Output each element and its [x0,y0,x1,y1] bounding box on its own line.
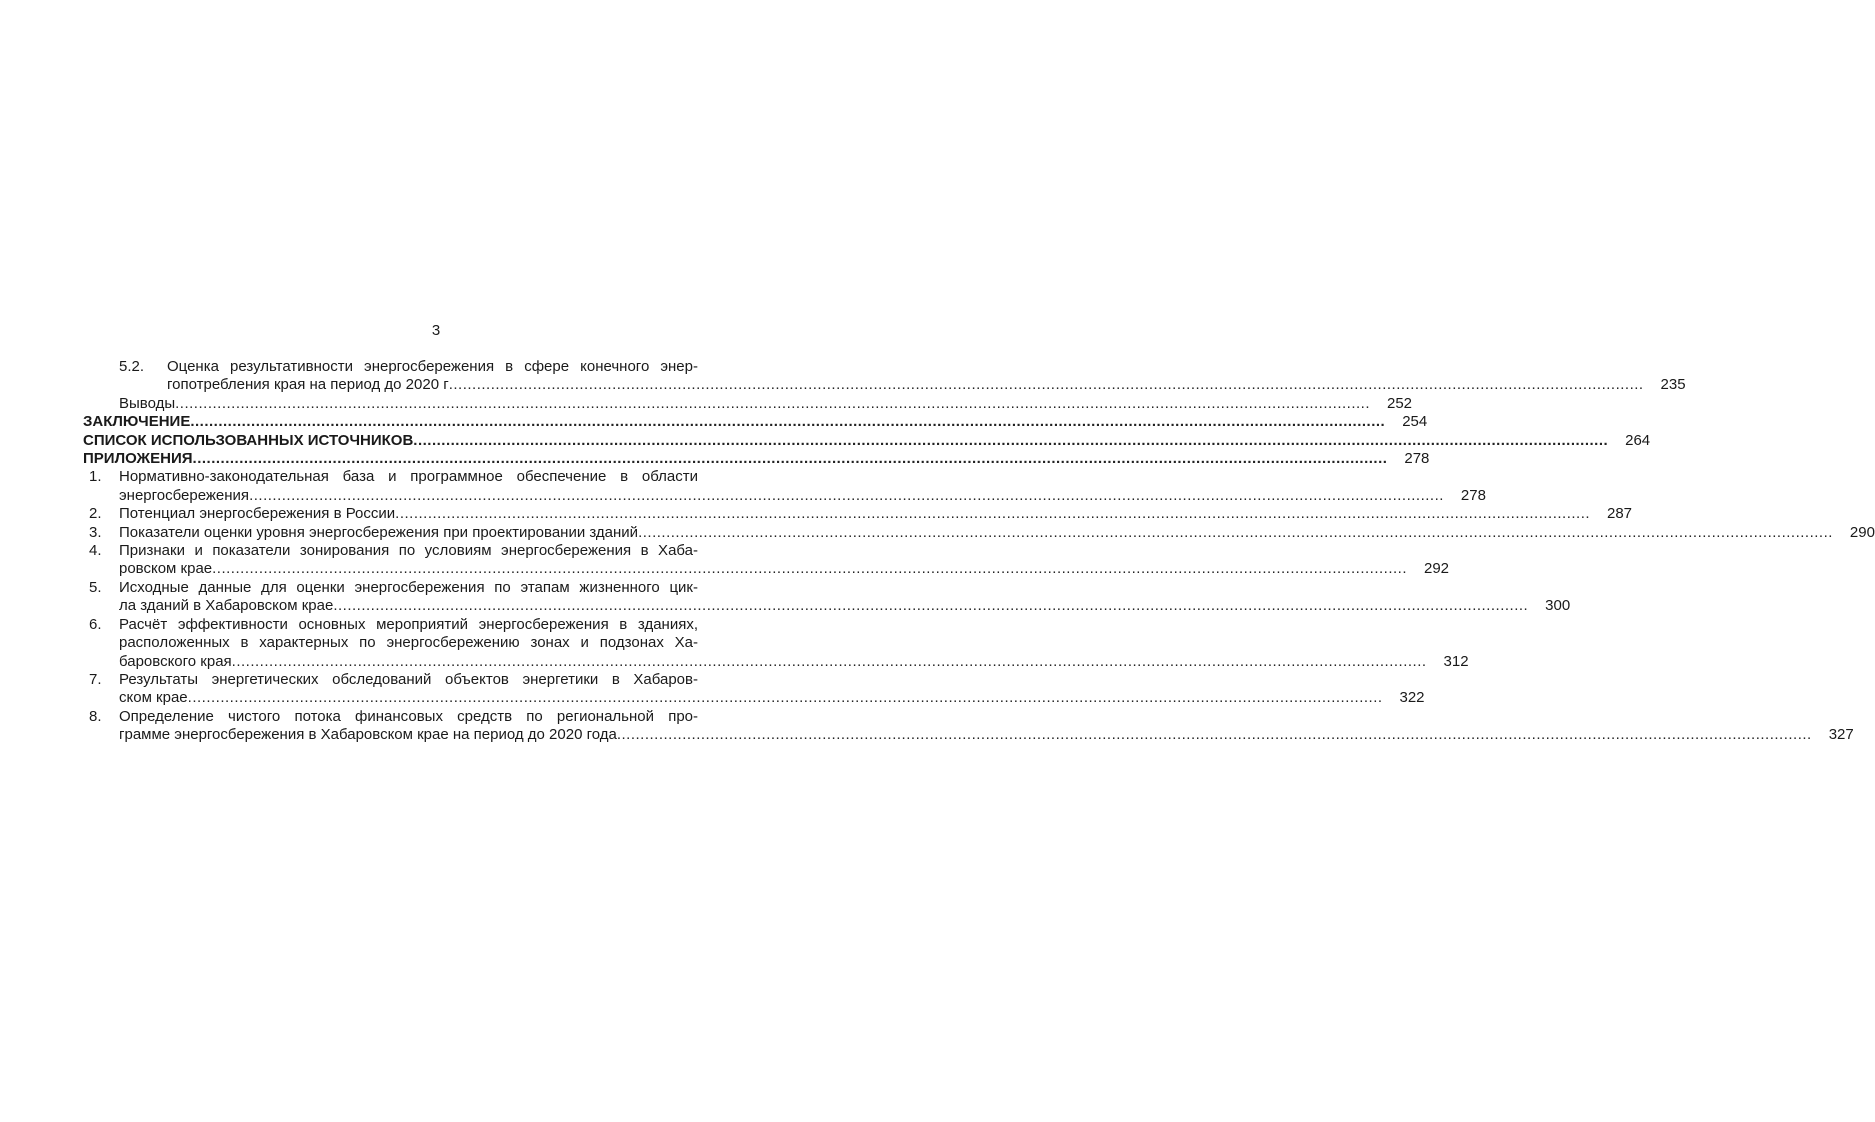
toc-entry-references[interactable] [83,431,1651,450]
leader-dots [449,376,1644,394]
toc-entry-text-cont: ском крае [119,689,188,707]
toc-entry-text: Результаты энергетических обследований объектов энергетики в Хабаров- [119,670,698,688]
toc-entry-text-cont: грамме энергосбережения в Хабаровском крае на период до 2020 года [119,726,617,744]
toc-entry-number: 5.2. [119,358,145,375]
toc-page-number: 292 [1423,560,1450,578]
toc-page-number: 287 [1607,505,1633,523]
leader-dots [395,505,1590,523]
leader-dots [175,395,1370,413]
leader-dots [193,450,1388,468]
toc-entry-text: ПРИЛОЖЕНИЯ [83,450,193,468]
toc-entry-appendix-4[interactable] [83,542,1450,579]
toc-entry-number: 2. [89,505,102,523]
toc-page-number: 278 [1460,486,1486,504]
toc-entry-text: Признаки и показатели зонирования по условиям энергосбережения в Хаба- [119,542,698,560]
toc-entry-text: Определение чистого потока финансовых средств по региональной про- [119,707,698,725]
table-of-contents [83,358,1875,745]
toc-page-number: 254 [1402,413,1428,431]
leader-dots [232,653,1427,671]
toc-page-number: 264 [1625,431,1651,449]
leader-dots [413,432,1608,450]
leader-dots [188,689,1383,707]
toc-entry-text-cont: гопотребления края на период до 2020 г [167,376,449,394]
toc-entry-text-cont: баровского края [119,652,232,670]
toc-entry-appendix-5[interactable] [83,578,1571,616]
toc-entry-appendix-3[interactable] [83,523,1875,542]
toc-entry-text: Исходные данные для оценки энергосбережения по этапам жизненного цик- [119,578,698,596]
toc-entry-text-cont: ровском крае [119,560,213,578]
toc-entry-number: 8. [89,707,102,725]
toc-entry-text: Потенциал энергосбережения в России [119,505,396,523]
toc-entry-number: 5. [89,578,102,596]
leader-dots [333,597,1528,615]
toc-page-number: 312 [1443,652,1469,670]
toc-entry-appendices[interactable] [83,450,1430,468]
toc-entry-text: Показатели оценки уровня энергосбережения при проектировании зданий [119,523,639,541]
toc-page-number: 322 [1399,689,1425,707]
toc-entry-text: ЗАКЛЮЧЕНИЕ [83,413,191,431]
toc-entry-number: 4. [89,542,102,560]
toc-page-number: 252 [1386,394,1413,412]
toc-entry-number: 1. [89,468,102,486]
toc-entry-conclusions[interactable] [83,394,1413,413]
toc-entry-text-cont: ла зданий в Хабаровском крае [119,597,334,615]
toc-entry-number: 7. [89,670,102,688]
toc-entry-number: 3. [89,523,102,541]
leader-dots [617,726,1812,744]
toc-entry-text: Нормативно-законодательная база и программное обеспечение в области [119,468,698,486]
toc-entry-appendix-2[interactable] [83,505,1633,523]
toc-entry-text: Расчёт эффективности основных мероприятий энергосбережения в зданиях, [119,615,698,633]
toc-entry-5-2[interactable] [83,358,1686,395]
toc-entry-conclusion[interactable] [83,413,1428,431]
toc-page-number: 300 [1545,597,1571,615]
page-number: 3 [431,322,441,339]
toc-entry-text: СПИСОК ИСПОЛЬЗОВАННЫХ ИСТОЧНИКОВ [83,431,414,449]
toc-entry-appendix-6[interactable] [83,615,1469,671]
toc-entry-appendix-1[interactable] [83,468,1486,505]
toc-entry-text: Оценка результативности энергосбережения в сфере конечного энер- [167,358,698,375]
leader-dots [190,413,1385,431]
toc-entry-appendix-8[interactable] [83,707,1854,745]
leader-dots [249,487,1444,505]
toc-page-number: 278 [1404,450,1430,468]
toc-entry-text-cont: расположенных в характерных по энергосбережению зонах и подзонах Ха- [119,634,698,652]
toc-entry-text: Выводы [119,394,176,412]
leader-dots [638,524,1833,542]
toc-page-number: 327 [1828,726,1854,744]
toc-entry-text-cont: энергосбережения [119,486,250,504]
toc-page-number: 290 [1849,523,1875,541]
toc-entry-appendix-7[interactable] [83,670,1425,708]
toc-page-number: 235 [1660,376,1686,394]
leader-dots [212,560,1407,578]
toc-entry-number: 6. [89,615,102,633]
